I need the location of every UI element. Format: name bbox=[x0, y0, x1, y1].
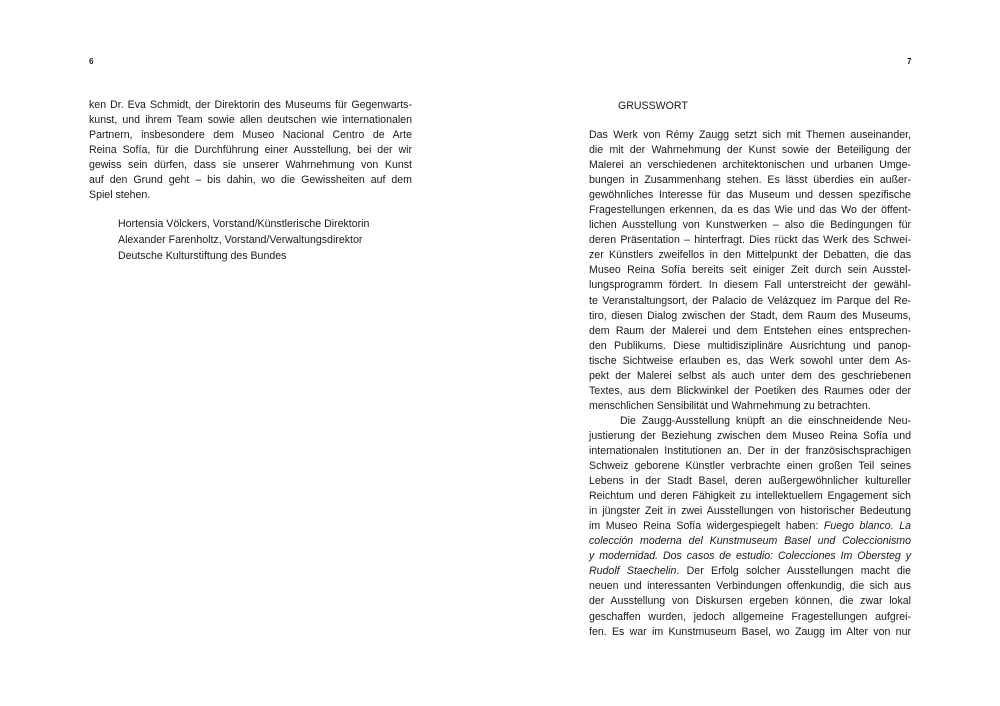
right-body-text bbox=[589, 128, 911, 640]
text-line: ken Dr. Eva Schmidt, der Direktorin des Museums für Gegenwarts- bbox=[89, 99, 412, 111]
text-line: Spiel stehen. bbox=[89, 189, 151, 202]
text-line-mixed bbox=[589, 564, 911, 579]
text-line: bungen in Zusammenhang stehen. Es lässt überdies ein außer- bbox=[589, 174, 911, 187]
text-line: Das Werk von Rémy Zaugg setzt sich mit Themen auseinander, bbox=[589, 129, 911, 141]
text-line: gewöhnliches Interesse für das Museum und dessen spezifische bbox=[589, 189, 911, 202]
text-line: internationalen Institutionen an. Der in der französischsprachigen bbox=[589, 444, 911, 457]
text-line: Die Zaugg-Ausstellung knüpft an die einschneidende Neu- bbox=[620, 414, 911, 427]
text-line: pekt der Malerei selbst als auch unter dem des geschriebenen bbox=[589, 369, 911, 382]
text-line: Lebens in der Stadt Basel, deren außergewöhnlicher kultureller bbox=[589, 475, 911, 488]
italic-title: Fuego blanco. La bbox=[823, 520, 911, 533]
text-line: Reichtum und deren Fähigkeit zu intellektuellem Engagement sich bbox=[589, 490, 911, 503]
text-line: Partnern, insbesondere dem Museo Nacional Centro de Arte bbox=[89, 129, 412, 142]
text-line: deren Präsentation – hinterfragt. Dies rückt das Werk des Schwei- bbox=[589, 234, 911, 247]
text-line: kunst, und ihrem Team sowie allen deutschen wie internationalen bbox=[89, 114, 412, 127]
italic-title-line: y modernidad. Dos casos de estudio: Colecciones Im Obersteg y bbox=[589, 550, 911, 563]
text-line: der Ausstellung von Diskursen ergeben können, die zwar lokal bbox=[589, 595, 911, 608]
signature-block bbox=[118, 216, 438, 264]
text-line: in jüngster Zeit in zwei Ausstellungen von historischer Bedeutung bbox=[589, 505, 911, 518]
text-line: tische Sichtweise erlauben es, das Werk sowohl unter dem As- bbox=[589, 354, 911, 367]
page-number-right: 7 bbox=[907, 57, 912, 66]
text-line: Reina Sofía, für die Durchführung einer Ausstellung, bei der wir bbox=[89, 144, 412, 157]
text-line: den Publikums. Diese multidisziplinäre Ausrichtung und panop- bbox=[589, 339, 911, 352]
text-line: neuen und interessanten Verbindungen offenkundig, die sich aus bbox=[589, 580, 911, 593]
text-segment: . Der Erfolg solcher Ausstellungen macht die bbox=[676, 565, 911, 578]
text-line: fen. Es war im Kunstmuseum Basel, wo Zaugg im Alter von nur bbox=[589, 625, 911, 638]
italic-title: Rudolf Staechelin bbox=[589, 565, 677, 578]
text-line: Fragestellungen erkennen, da es das Wie und das Wo der öffent- bbox=[589, 204, 911, 217]
text-line: Museo Reina Sofía bereits seit einiger Zeit durch sein Ausstel- bbox=[589, 264, 911, 277]
text-line: lungsprogramm fördert. In diesem Fall unterstreicht der gewähl- bbox=[589, 279, 911, 292]
text-line: geschaffen wurden, jedoch allgemeine Fragestellungen aufgrei- bbox=[589, 610, 911, 623]
text-line: dem Raum der Malerei und dem Entstehen eines entsprechen- bbox=[589, 324, 911, 337]
page-number-left: 6 bbox=[89, 57, 94, 66]
text-line: te Veranstaltungsort, der Palacio de Velázquez im Parque del Re- bbox=[589, 294, 911, 307]
text-line: gewiss sein dürfen, dass sie unserer Wahrnehmung von Kunst bbox=[89, 159, 412, 172]
text-line: Schweiz geborene Künstler verbrachte einen großen Teil seines bbox=[589, 460, 911, 473]
text-line: tiro, diesen Dialog zwischen der Stadt, dem Raum des Museums, bbox=[589, 309, 911, 322]
section-heading: GRUSSWORT bbox=[618, 100, 688, 112]
text-line: zer Künstlers zweifellos in den Mittelpunkt der Debatten, die das bbox=[589, 249, 911, 262]
text-line: auf den Grund geht – bis dahin, wo die Gewissheiten auf dem bbox=[89, 174, 412, 187]
text-line: lichen Ausstellung von Kunstwerken – also die Bedingungen für bbox=[589, 219, 911, 232]
text-line-mixed bbox=[589, 519, 911, 534]
text-line: menschlichen Sensibilität und Wahrnehmung zu betrachten. bbox=[589, 399, 871, 412]
text-line: Textes, aus dem Blickwinkel der Poetiken des Raumes oder der bbox=[589, 384, 911, 397]
text-line: justierung der Beziehung zwischen dem Museo Reina Sofía und bbox=[589, 429, 911, 442]
signature-line: Alexander Farenholtz, Vorstand/Verwaltungsdirektor bbox=[118, 234, 363, 246]
text-line: Malerei an verschiedenen architektonischen und urbanen Umge- bbox=[589, 159, 911, 172]
italic-title-line: colección moderna del Kunstmuseum Basel und Coleccionismo bbox=[589, 535, 911, 548]
text-line: die mit der Wahrnehmung der Kunst sowie der Beteiligung der bbox=[589, 144, 911, 157]
signature-line: Hortensia Völckers, Vorstand/Künstlerische Direktorin bbox=[118, 218, 370, 230]
signature-line: Deutsche Kulturstiftung des Bundes bbox=[118, 250, 287, 262]
left-body-text bbox=[89, 98, 412, 203]
text-segment: im Museo Reina Sofía widergespiegelt haben: bbox=[589, 520, 824, 533]
